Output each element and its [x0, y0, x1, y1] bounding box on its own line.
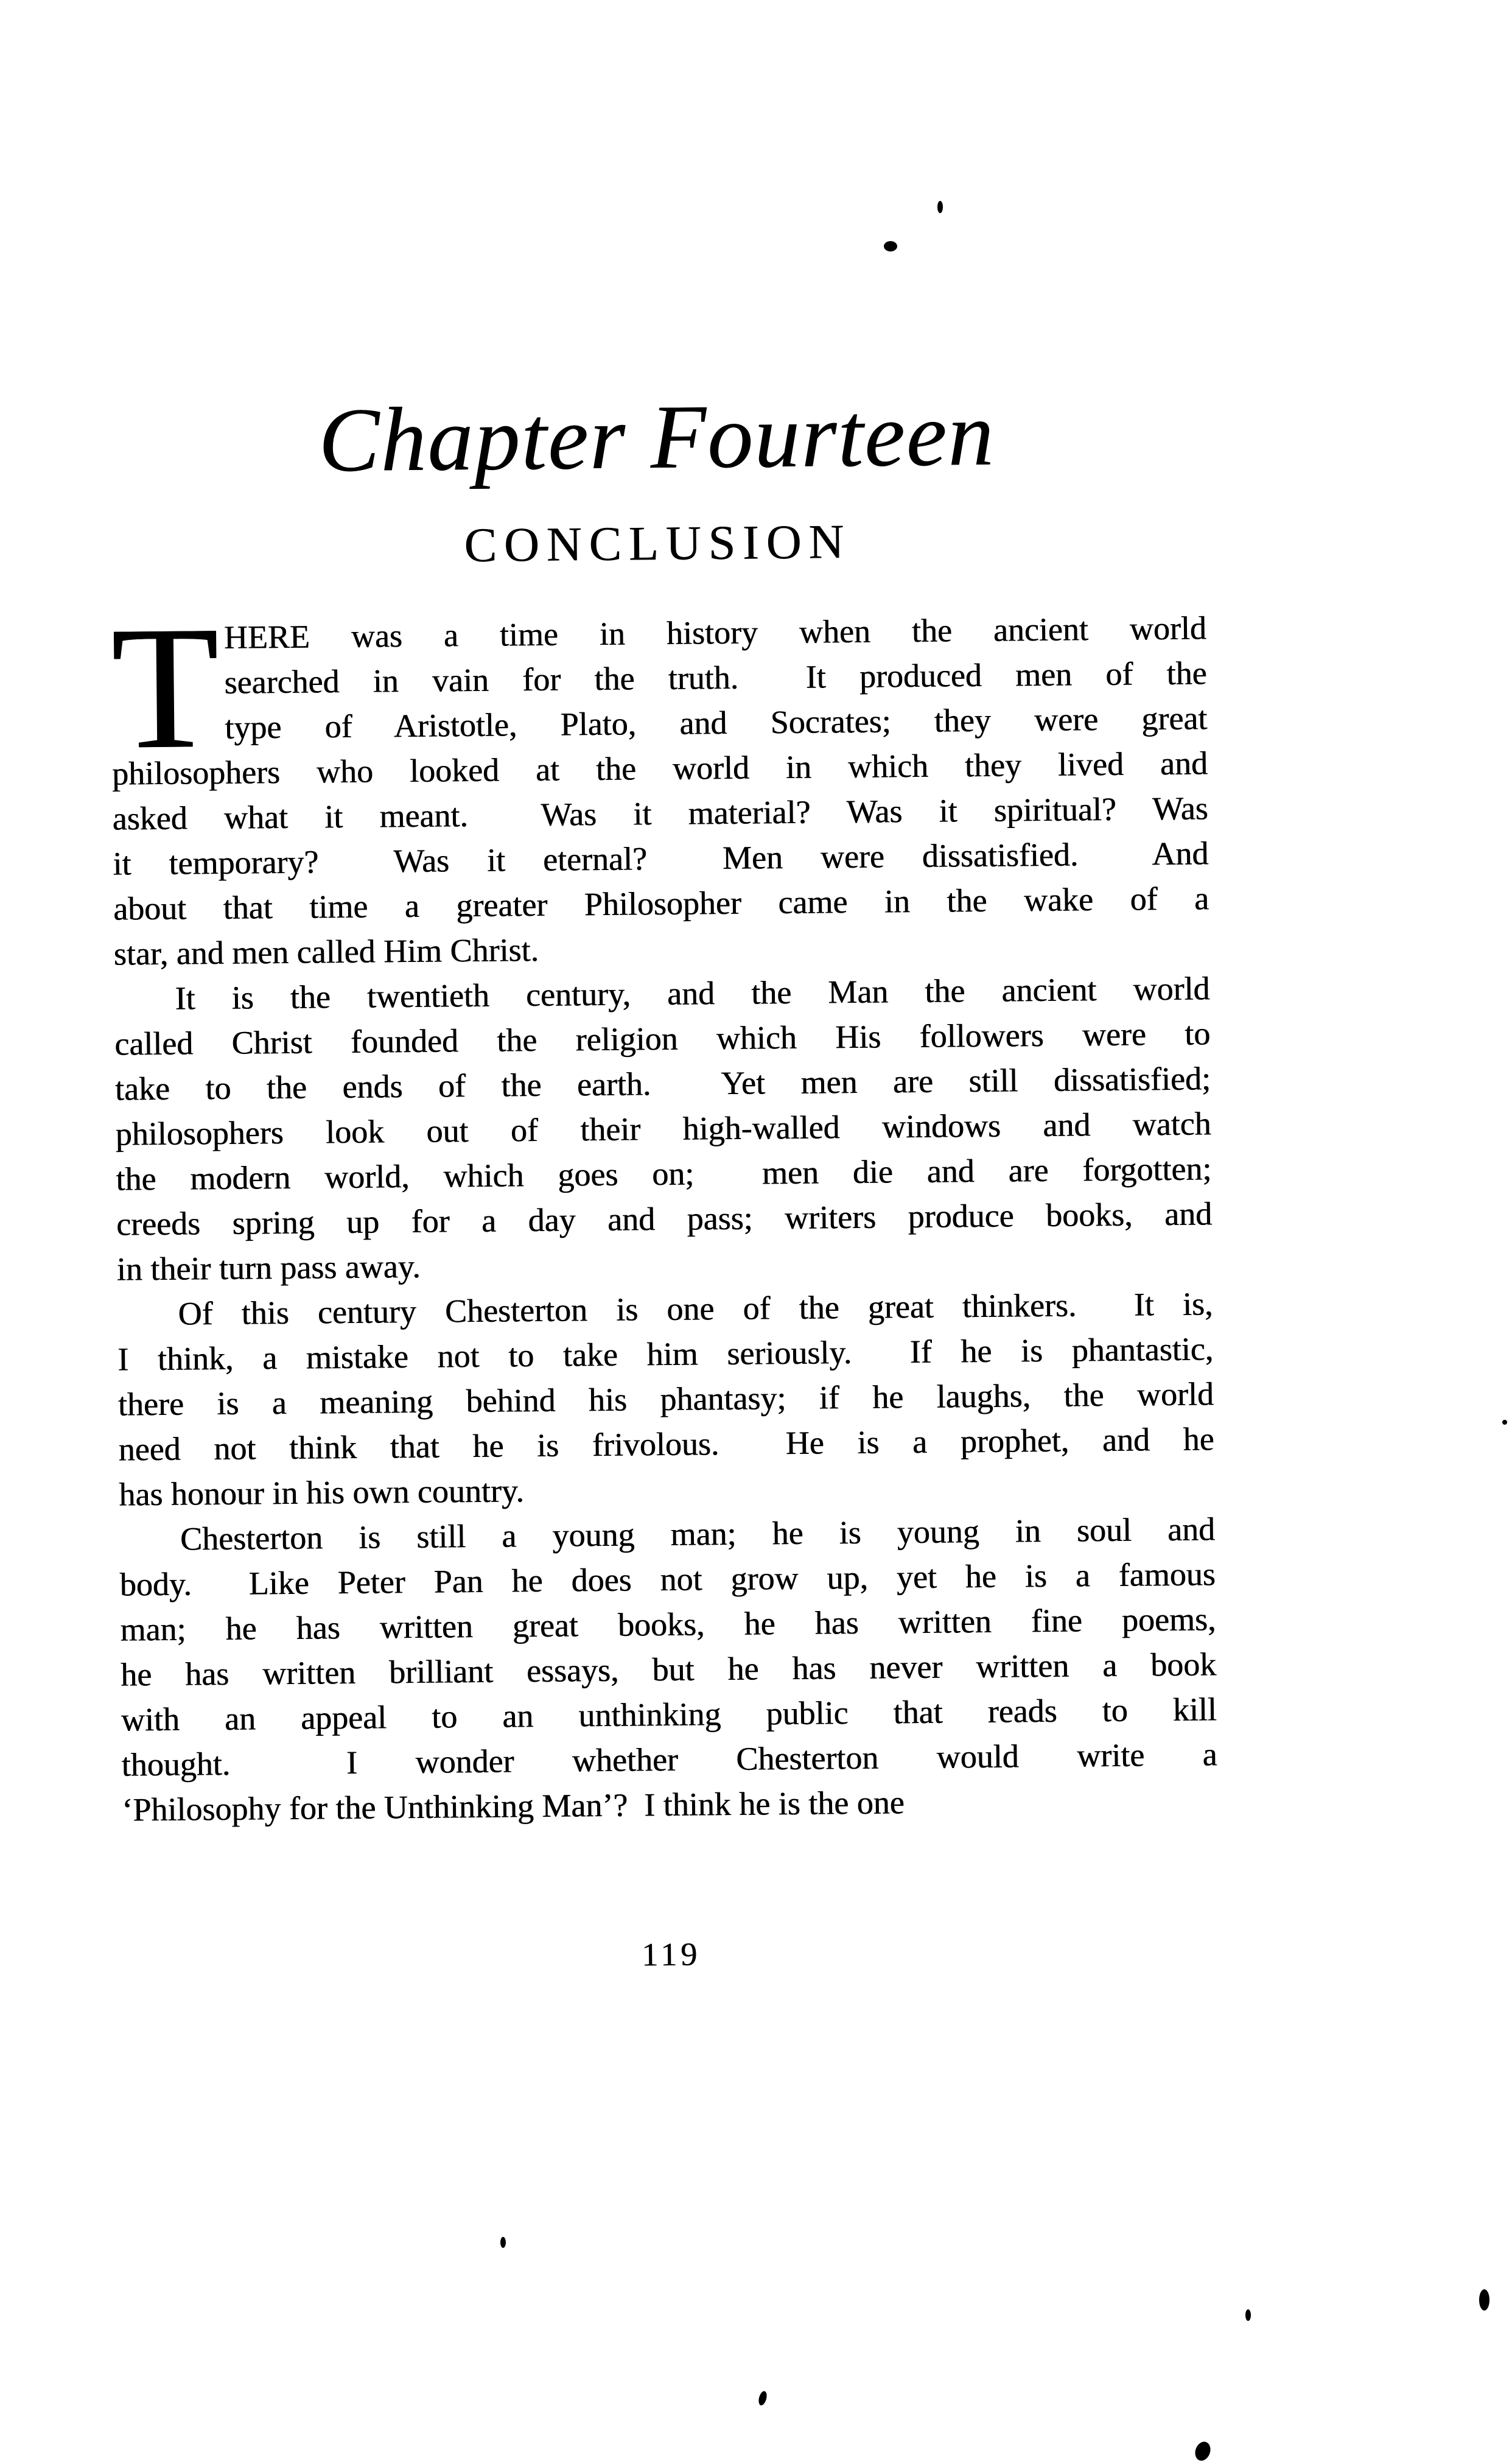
- text-line: body. Like Peter Pan he does not grow up, yet he is a famous: [119, 1556, 1216, 1603]
- text-line: called Christ founded the religion which His followers were to: [114, 1015, 1211, 1062]
- text-line: need not think that he is frivolous. He is a prophet, and he: [118, 1420, 1214, 1468]
- text-line: creeds spring up for a day and pass; writers produce books, and: [116, 1195, 1213, 1243]
- text-line: asked what it meant. Was it material? Was it spiritual? Was: [112, 790, 1208, 837]
- drop-cap-letter: T: [110, 589, 220, 786]
- text-line: Of this century Chesterton is one of the great thinkers. It is,: [178, 1285, 1213, 1332]
- text-line: it temporary? Was it eternal? Men were dissatisfied. And: [113, 835, 1209, 882]
- paragraph: [119, 1506, 1218, 1832]
- ink-speck: [500, 2237, 506, 2248]
- ink-speck: [1502, 1420, 1507, 1425]
- text-line: type of Aristotle, Plato, and Socrates; they were great: [224, 700, 1208, 746]
- text-line: I think, a mistake not to take him seriously. If he is phantastic,: [117, 1330, 1214, 1378]
- page-number: 119: [641, 1936, 701, 1973]
- text-line: HERE was a time in history when the ancient world: [223, 609, 1206, 656]
- chapter-title: Chapter Fourteen: [318, 383, 995, 491]
- text-line: there is a meaning behind his phantasy; if he laughs, the world: [117, 1375, 1214, 1423]
- text-line: man; he has written great books, he has written fine poems,: [120, 1601, 1216, 1648]
- paragraph: [110, 589, 1209, 976]
- ink-speck: [1245, 2309, 1251, 2321]
- text-line: with an appeal to an unthinking public that reads to kill: [121, 1691, 1217, 1738]
- text-line: the modern world, which goes on; men die and are forgotten;: [116, 1150, 1212, 1198]
- text-line: philosophers look out of their high-walled windows and watch: [115, 1105, 1211, 1153]
- ink-speck: [1479, 2289, 1489, 2311]
- text-line: ‘Philosophy for the Unthinking Man’? I think he is the one: [121, 1784, 905, 1828]
- text-line: about that time a greater Philosopher came in the wake of a: [113, 880, 1209, 927]
- text-line: he has written brilliant essays, but he has never written a book: [120, 1646, 1217, 1693]
- text-line: Chesterton is still a young man; he is young in soul and: [180, 1511, 1216, 1557]
- text-line: It is the twentieth century, and the Man the ancient world: [175, 970, 1210, 1017]
- ink-speck: [884, 241, 897, 251]
- section-title: CONCLUSION: [464, 514, 852, 573]
- text-line: searched in vain for the truth. It produced men of the: [224, 655, 1207, 701]
- ink-speck: [937, 201, 943, 213]
- text-line: in their turn pass away.: [116, 1248, 421, 1288]
- text-line: has honour in his own country.: [118, 1472, 524, 1513]
- text-line: star, and men called Him Christ.: [113, 931, 539, 972]
- paragraph: [117, 1281, 1214, 1517]
- text-line: take to the ends of the earth. Yet men are still dissatisfied;: [114, 1060, 1211, 1107]
- body-text: [110, 589, 1217, 1832]
- text-line: thought. I wonder whether Chesterton would write a: [121, 1736, 1217, 1783]
- paragraph: [114, 966, 1213, 1291]
- page-content: [105, 0, 1219, 1982]
- text-line: philosophers who looked at the world in which they lived and: [111, 745, 1208, 792]
